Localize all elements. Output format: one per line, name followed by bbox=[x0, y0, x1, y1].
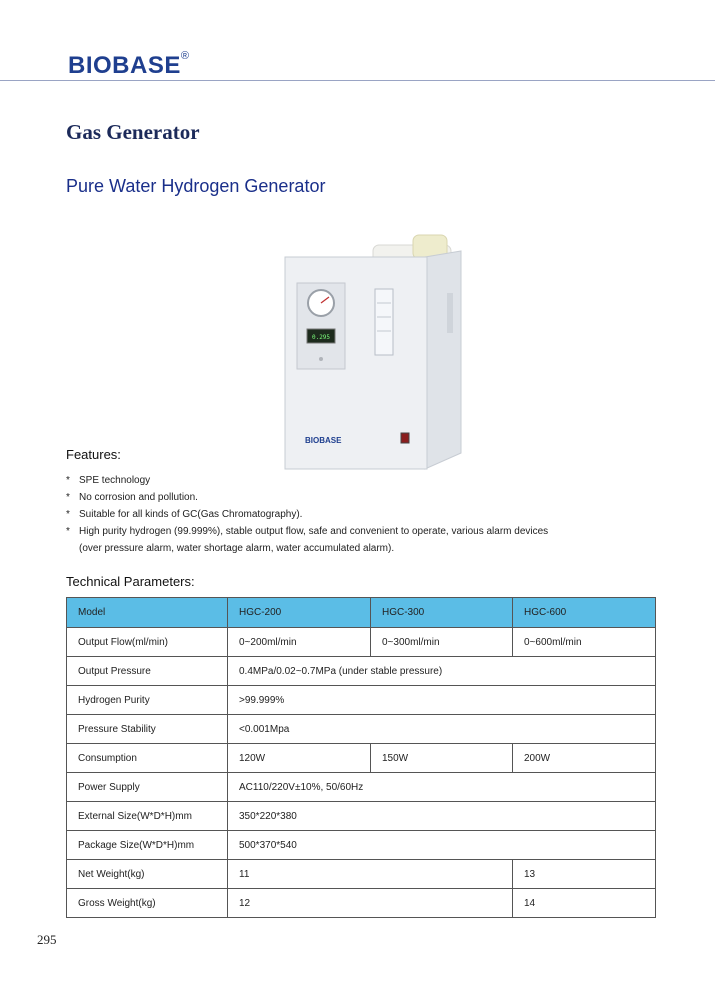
table-cell: 14 bbox=[513, 889, 656, 918]
table-row bbox=[67, 889, 656, 918]
header-cell: HGC-200 bbox=[228, 598, 371, 628]
row-label: Pressure Stability bbox=[67, 715, 228, 744]
table-row bbox=[67, 657, 656, 686]
header-cell: Model bbox=[67, 598, 228, 628]
feature-item: * Suitable for all kinds of GC(Gas Chromatography). bbox=[66, 506, 548, 523]
section-title: Gas Generator bbox=[66, 120, 200, 144]
product-title: Pure Water Hydrogen Generator bbox=[66, 176, 326, 196]
table-cell: 0~300ml/min bbox=[371, 628, 513, 657]
feature-item: * SPE technology bbox=[66, 472, 548, 489]
table-cell: 0~200ml/min bbox=[228, 628, 371, 657]
header-cell: HGC-300 bbox=[371, 598, 513, 628]
bullet-icon: * bbox=[66, 509, 70, 520]
table-cell: >99.999% bbox=[228, 686, 656, 715]
table-cell: 12 bbox=[228, 889, 513, 918]
row-label: Power Supply bbox=[67, 773, 228, 802]
table-cell: 13 bbox=[513, 860, 656, 889]
table-cell: 350*220*380 bbox=[228, 802, 656, 831]
table-row bbox=[67, 831, 656, 860]
row-label: Output Flow(ml/min) bbox=[67, 628, 228, 657]
row-label: Output Pressure bbox=[67, 657, 228, 686]
table-row bbox=[67, 628, 656, 657]
feature-item: * No corrosion and pollution. bbox=[66, 489, 548, 506]
table-row bbox=[67, 773, 656, 802]
features-list bbox=[66, 472, 548, 557]
features-heading: Features: bbox=[66, 447, 121, 462]
bullet-icon: * bbox=[66, 475, 70, 486]
table-cell: 120W bbox=[228, 744, 371, 773]
display-reading: 0.295 bbox=[311, 334, 331, 341]
row-label: Gross Weight(kg) bbox=[67, 889, 228, 918]
header-divider bbox=[0, 80, 715, 81]
bullet-icon: * bbox=[66, 492, 70, 503]
power-switch-icon bbox=[401, 433, 409, 443]
table-cell: 150W bbox=[371, 744, 513, 773]
table-row bbox=[67, 686, 656, 715]
row-label: External Size(W*D*H)mm bbox=[67, 802, 228, 831]
params-table bbox=[66, 597, 656, 918]
row-label: Package Size(W*D*H)mm bbox=[67, 831, 228, 860]
table-row bbox=[67, 744, 656, 773]
table-row bbox=[67, 715, 656, 744]
table-cell: 0.4MPa/0.02~0.7MPa (under stable pressure) bbox=[228, 657, 656, 686]
panel-brand: BIOBASE bbox=[305, 436, 342, 445]
table-cell: 500*370*540 bbox=[228, 831, 656, 860]
table-cell: 200W bbox=[513, 744, 656, 773]
table-cell: 0~600ml/min bbox=[513, 628, 656, 657]
bullet-icon: * bbox=[66, 526, 70, 537]
brand-logo: BIOBASE® bbox=[68, 50, 190, 79]
table-cell: 11 bbox=[228, 860, 513, 889]
row-label: Consumption bbox=[67, 744, 228, 773]
feature-item-continuation: (over pressure alarm, water shortage alarm, water accumulated alarm). bbox=[79, 543, 395, 554]
table-cell: AC110/220V±10%, 50/60Hz bbox=[228, 773, 656, 802]
row-label: Hydrogen Purity bbox=[67, 686, 228, 715]
feature-item: * High purity hydrogen (99.999%), stable output flow, safe and convenient to operate, various alarm devices bbox=[66, 523, 548, 540]
product-image bbox=[283, 233, 463, 471]
page-number: 295 bbox=[37, 932, 57, 947]
params-heading: Technical Parameters: bbox=[66, 574, 195, 589]
table-cell: <0.001Mpa bbox=[228, 715, 656, 744]
table-header-row bbox=[67, 598, 656, 628]
table-row bbox=[67, 860, 656, 889]
row-label: Net Weight(kg) bbox=[67, 860, 228, 889]
table-row bbox=[67, 802, 656, 831]
header-cell: HGC-600 bbox=[513, 598, 656, 628]
